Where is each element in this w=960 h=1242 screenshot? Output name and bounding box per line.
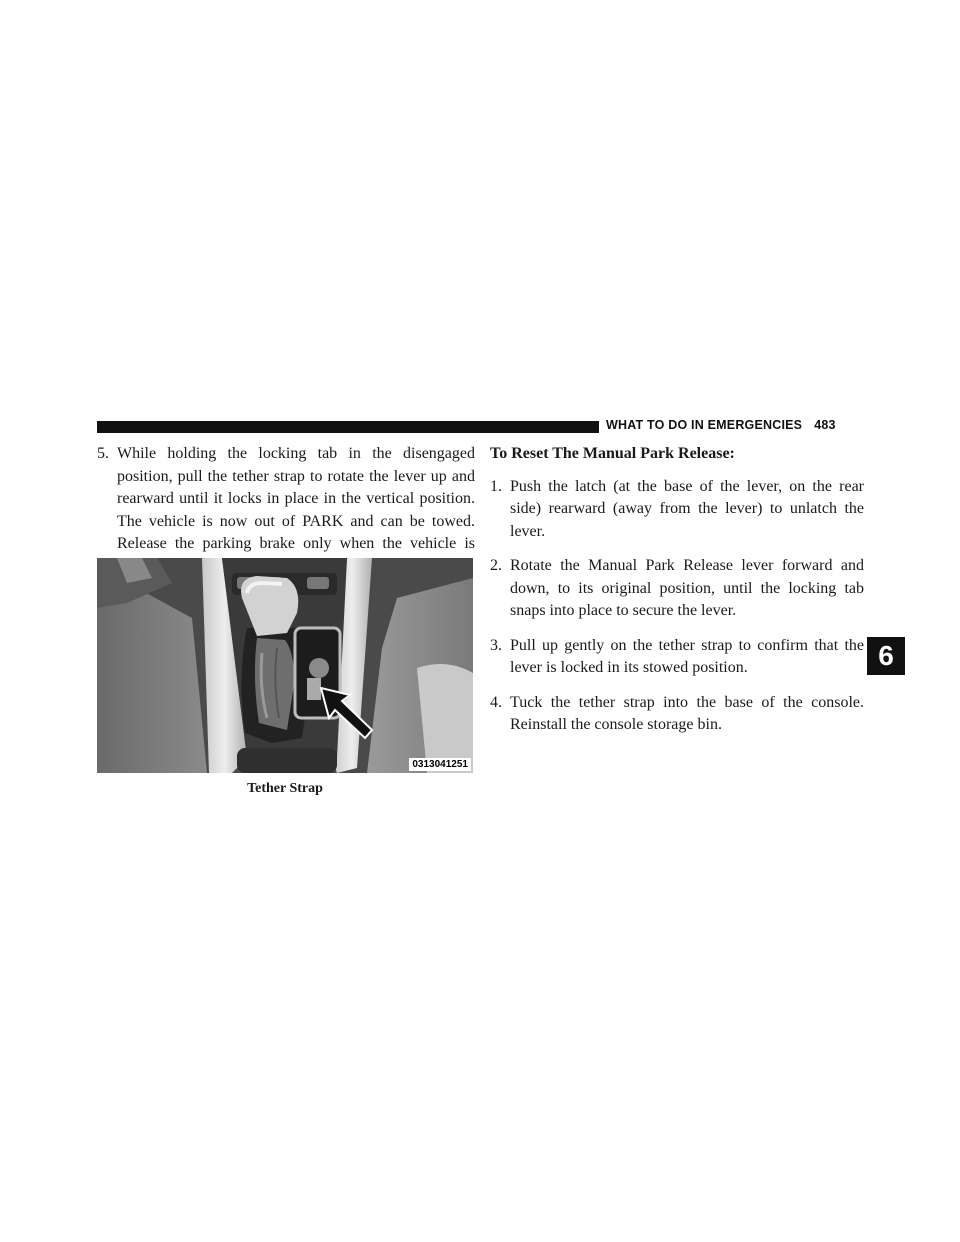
page-number: 483	[814, 418, 836, 432]
figure-photo	[97, 558, 473, 773]
step-text: Tuck the tether strap into the base of the console. Reinstall the console storage bin.	[510, 693, 864, 733]
step-text: Pull up gently on the tether strap to confirm that the lever is locked in its stowed position.	[510, 636, 864, 676]
step-number: 5.	[97, 445, 109, 462]
step-text: Rotate the Manual Park Release lever forward and down, to its original position, until the locking tab snaps into place to secure the lever.	[510, 557, 864, 619]
step-4	[490, 692, 864, 737]
running-header	[606, 418, 836, 432]
step-3	[490, 635, 864, 680]
step-number: 1.	[490, 477, 502, 495]
image-id-label: 0313041251	[409, 758, 471, 771]
step-text: While holding the locking tab in the disengaged position, pull the tether strap to rotate the lever up and rearward until it locks in place in the vertical position. The vehicle is now out of PARK and can be towed. Release the parking brake only when the vehicle is	[117, 445, 475, 552]
right-column	[490, 443, 864, 749]
step-2	[490, 555, 864, 623]
chapter-tab: 6	[867, 637, 905, 675]
step-1	[490, 476, 864, 544]
header-bar	[97, 421, 599, 433]
section-heading: To Reset The Manual Park Release:	[490, 445, 735, 462]
step-text: Push the latch (at the base of the lever, on the rear side) rearward (away from the lever) to unlatch the lever.	[510, 477, 864, 540]
step-number: 2.	[490, 557, 502, 574]
figure-caption: Tether Strap	[247, 781, 323, 796]
section-title: WHAT TO DO IN EMERGENCIES	[606, 418, 803, 432]
step-number: 4.	[490, 693, 502, 711]
console-shifter-illustration	[97, 558, 473, 773]
step-number: 3.	[490, 636, 502, 654]
